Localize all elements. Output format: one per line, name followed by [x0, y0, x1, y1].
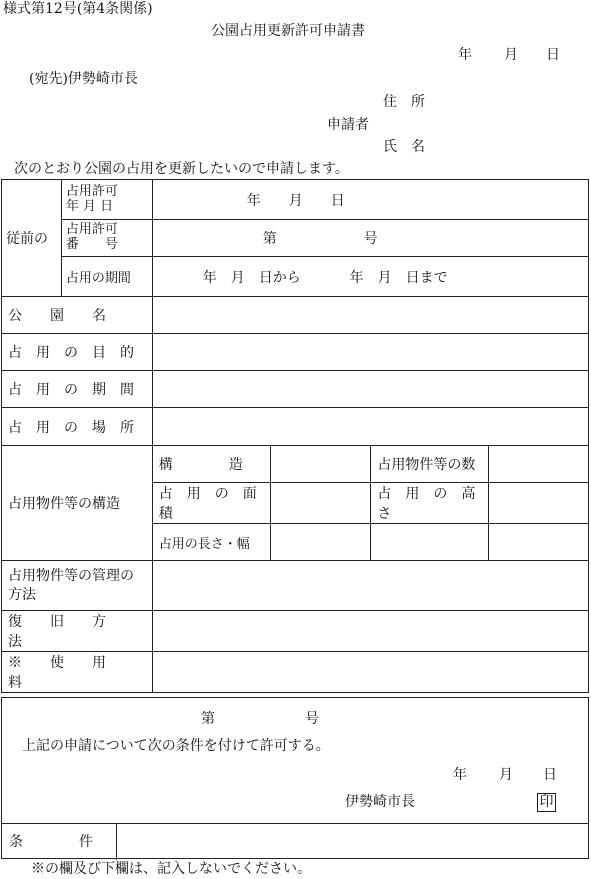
- permit-date-label-line2: 年 月 日: [65, 198, 114, 214]
- area-label: 占 用 の 面 積: [152, 483, 270, 524]
- conditions-label: 条 件: [9, 834, 93, 850]
- permit-date-label-line1: 占用許可: [65, 183, 118, 199]
- permit-date-value: 年 月 日: [246, 192, 345, 209]
- construction-label: 構 造: [152, 446, 270, 483]
- name-label: 氏 名: [383, 139, 425, 155]
- purpose-label: 占 用 の 目 的: [2, 334, 153, 371]
- approval-month: 月: [499, 767, 513, 783]
- length-width-label: 占用の長さ・幅: [152, 524, 270, 561]
- restoration-field[interactable]: [152, 611, 588, 652]
- permit-number-go: 号: [363, 231, 378, 247]
- park-name-field[interactable]: [152, 297, 588, 334]
- management-field[interactable]: [152, 561, 588, 611]
- height-field[interactable]: [489, 483, 589, 524]
- structure-label: 占用物件等の構造: [2, 446, 153, 561]
- management-label-line1: 占用物件等の管理の: [8, 567, 134, 584]
- address-label: 住 所: [383, 94, 425, 110]
- document-title: 公園占用更新許可申請書: [211, 23, 365, 39]
- permit-number-dai: 第: [262, 231, 277, 247]
- height-label: 占 用 の 高 さ: [371, 483, 489, 524]
- conditions-divider: [116, 824, 117, 860]
- addressee: (宛先)伊勢崎市長: [29, 71, 138, 87]
- approval-section: [1, 697, 589, 859]
- mayor-label: 伊勢崎市長: [345, 794, 415, 810]
- permit-number-label: [61, 220, 152, 257]
- permit-date-label: [61, 180, 152, 220]
- permit-number-label-line2: 番 号: [65, 237, 118, 252]
- management-label: [2, 561, 153, 611]
- approval-statement: 上記の申請について次の条件を付けて許可する。: [22, 738, 330, 754]
- construction-field[interactable]: [270, 446, 371, 483]
- fee-field[interactable]: [152, 652, 588, 693]
- period-from: 年 月 日から: [202, 269, 301, 286]
- approval-year: 年: [453, 767, 467, 783]
- period-field[interactable]: [152, 257, 588, 297]
- management-label-line2: 方法: [8, 586, 36, 603]
- approval-dai: 第: [201, 711, 215, 727]
- footer-note: ※の欄及び下欄は、記入しないでください。: [31, 861, 311, 877]
- date-month-label: 月: [504, 47, 518, 63]
- object-count-field[interactable]: [489, 446, 589, 483]
- length-width-blank-1: [371, 524, 489, 561]
- length-width-field[interactable]: [270, 524, 371, 561]
- object-count-label: 占用物件等の数: [371, 446, 489, 483]
- place-field[interactable]: [152, 408, 588, 446]
- conditions-field[interactable]: [118, 825, 587, 859]
- approval-day: 日: [543, 767, 557, 783]
- form-number: 様式第12号(第4条関係): [3, 1, 153, 17]
- restoration-label: 復 旧 方 法: [2, 611, 153, 652]
- purpose-field[interactable]: [152, 334, 588, 371]
- date-day-label: 日: [546, 47, 560, 63]
- period-to: 年 月 日まで: [349, 269, 448, 286]
- previous-label: 従前の: [2, 180, 62, 297]
- conditions-row: [1, 823, 589, 860]
- application-table: [1, 179, 589, 693]
- approval-go: 号: [305, 711, 319, 727]
- term-label: 占 用 の 期 間: [2, 371, 153, 408]
- place-label: 占 用 の 場 所: [2, 408, 153, 446]
- area-field[interactable]: [270, 483, 371, 524]
- seal-mark: 印: [537, 793, 556, 812]
- applicant-label: 申請者: [327, 117, 369, 133]
- permit-number-label-line1: 占用許可: [65, 222, 118, 238]
- park-name-label: 公 園 名: [2, 297, 153, 334]
- period-label: 占用の期間: [61, 257, 152, 297]
- term-field[interactable]: [152, 371, 588, 408]
- length-width-blank-2: [489, 524, 589, 561]
- date-year-label: 年: [458, 47, 472, 63]
- permit-date-field[interactable]: [152, 180, 588, 220]
- fee-label: ※ 使 用 料: [2, 652, 153, 693]
- intro-text: 次のとおり公園の占用を更新したいので申請します。: [14, 161, 349, 177]
- permit-number-field[interactable]: [152, 220, 588, 257]
